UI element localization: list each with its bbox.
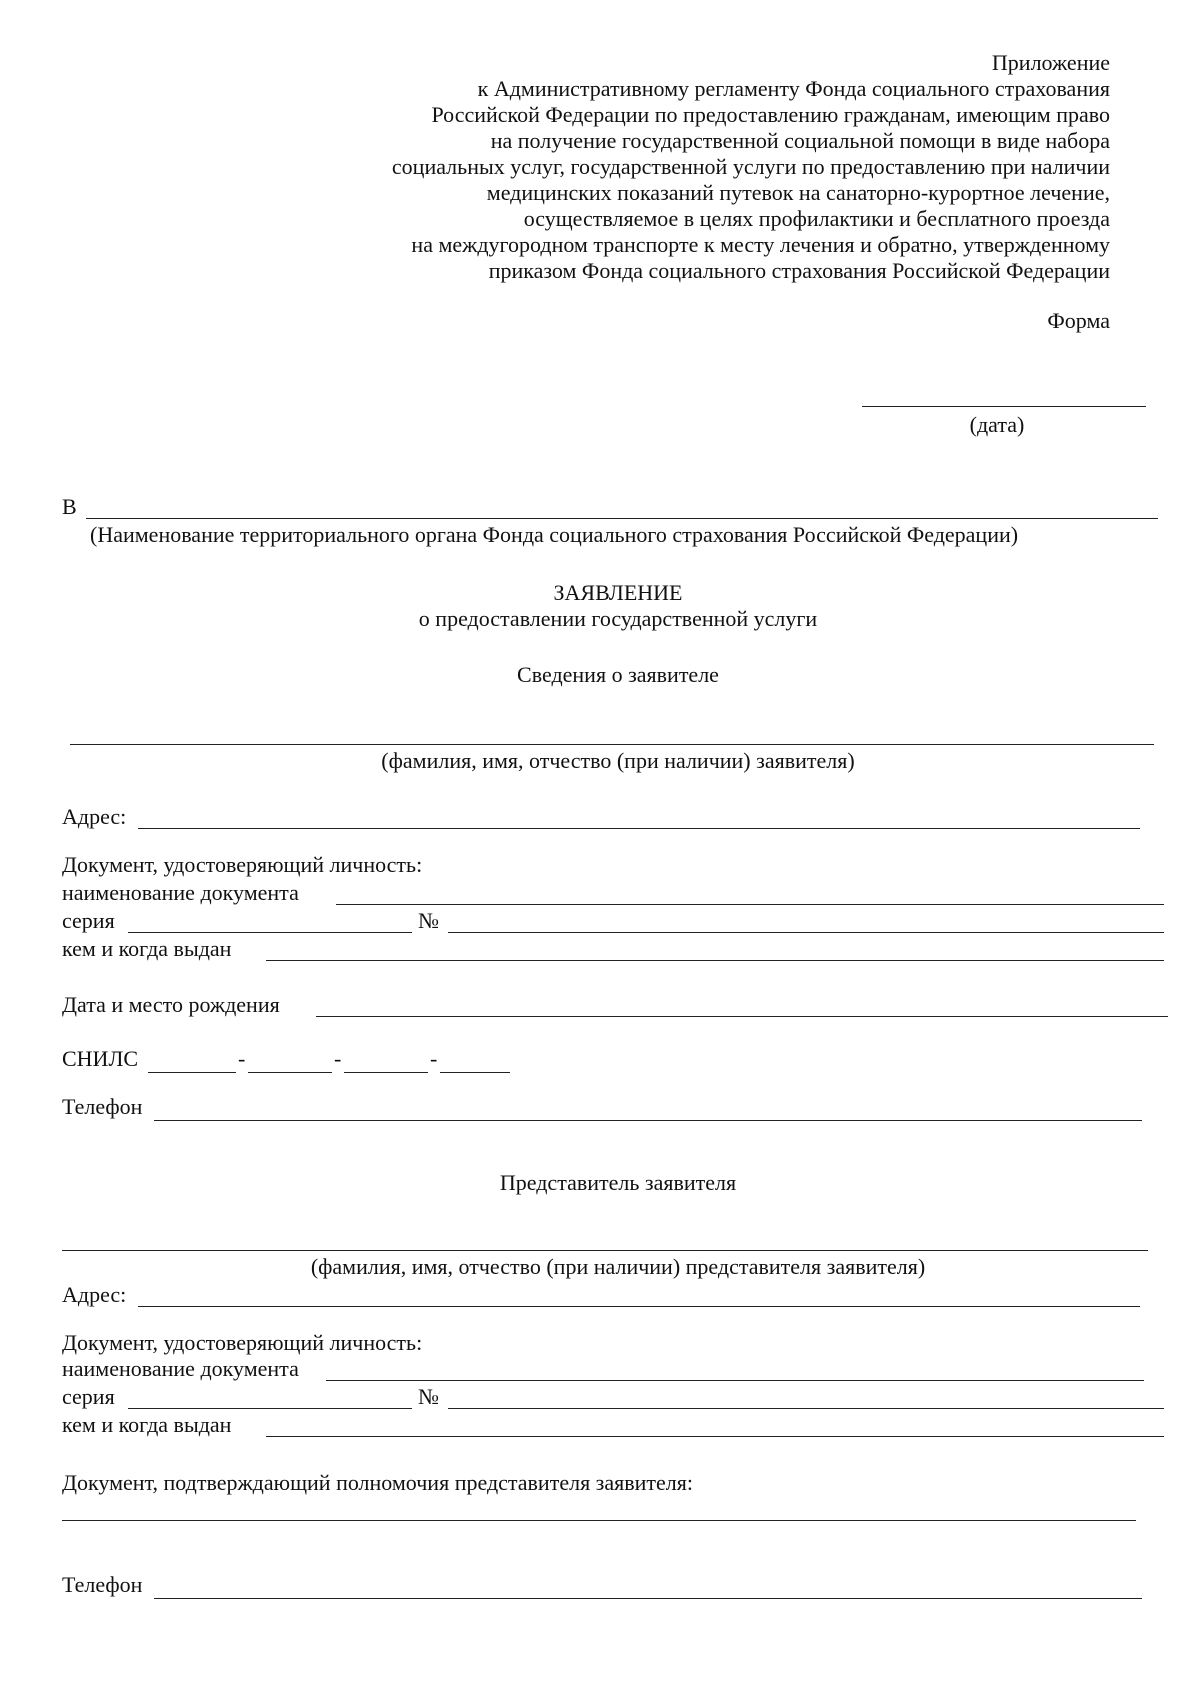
applicant-address-line[interactable] bbox=[138, 828, 1140, 829]
header-line-1: к Административному регламенту Фонда социального страхования bbox=[477, 76, 1110, 101]
applicant-id-doc-label: Документ, удостоверяющий личность: bbox=[62, 852, 423, 877]
header-line-4: социальных услуг, государственной услуги по предоставлению при наличии bbox=[391, 154, 1110, 179]
representative-series-line[interactable] bbox=[128, 1408, 412, 1409]
snils-part-3-line[interactable] bbox=[344, 1072, 428, 1073]
representative-fio-line[interactable] bbox=[62, 1250, 1148, 1251]
applicant-fio-line[interactable] bbox=[70, 744, 1154, 745]
header-line-3: на получение государственной социальной помощи в виде набора bbox=[490, 128, 1110, 153]
representative-section-title: Представитель заявителя bbox=[499, 1170, 737, 1195]
form-label: Форма bbox=[1047, 308, 1110, 333]
applicant-issued-label: кем и когда выдан bbox=[62, 936, 232, 961]
applicant-birth-line[interactable] bbox=[316, 1016, 1168, 1017]
representative-id-doc-label: Документ, удостоверяющий личность: bbox=[62, 1330, 423, 1355]
applicant-number-line[interactable] bbox=[448, 932, 1164, 933]
applicant-birth-label: Дата и место рождения bbox=[62, 992, 280, 1017]
representative-series-label: серия bbox=[62, 1384, 115, 1409]
representative-phone-line[interactable] bbox=[154, 1598, 1142, 1599]
representative-number-line[interactable] bbox=[448, 1408, 1164, 1409]
applicant-section-title: Сведения о заявителе bbox=[517, 662, 719, 687]
representative-fio-caption: (фамилия, имя, отчество (при наличии) представителя заявителя) bbox=[310, 1254, 926, 1279]
document-title: ЗАЯВЛЕНИЕ bbox=[553, 580, 683, 605]
representative-issued-line[interactable] bbox=[266, 1436, 1164, 1437]
applicant-doc-name-label: наименование документа bbox=[62, 880, 299, 905]
header-line-0: Приложение bbox=[991, 50, 1110, 75]
applicant-phone-line[interactable] bbox=[154, 1120, 1142, 1121]
representative-authority-label: Документ, подтверждающий полномочия представителя заявителя: bbox=[62, 1470, 694, 1495]
representative-doc-name-line[interactable] bbox=[326, 1380, 1144, 1381]
snils-part-4-line[interactable] bbox=[440, 1072, 510, 1073]
applicant-phone-label: Телефон bbox=[62, 1094, 143, 1119]
recipient-line[interactable] bbox=[86, 518, 1158, 519]
snils-separator-1: - bbox=[238, 1046, 246, 1071]
representative-doc-name-label: наименование документа bbox=[62, 1356, 299, 1381]
recipient-caption: (Наименование территориального органа Фонда социального страхования Российской Федерации) bbox=[90, 522, 1019, 547]
header-line-6: осуществляемое в целях профилактики и бесплатного проезда bbox=[523, 206, 1110, 231]
header-line-2: Российской Федерации по предоставлению гражданам, имеющим право bbox=[431, 102, 1110, 127]
date-line[interactable] bbox=[862, 406, 1146, 407]
applicant-issued-line[interactable] bbox=[266, 960, 1164, 961]
header-line-7: на междугородном транспорте к месту лечения и обратно, утвержденному bbox=[411, 232, 1110, 257]
recipient-prefix: В bbox=[62, 494, 77, 519]
header-line-5: медицинских показаний путевок на санаторно-курортное лечение, bbox=[486, 180, 1110, 205]
representative-address-label: Адрес: bbox=[62, 1282, 127, 1307]
applicant-doc-name-line[interactable] bbox=[336, 904, 1164, 905]
applicant-number-label: № bbox=[418, 908, 439, 933]
representative-phone-label: Телефон bbox=[62, 1572, 143, 1597]
snils-separator-2: - bbox=[334, 1046, 342, 1071]
applicant-address-label: Адрес: bbox=[62, 804, 127, 829]
document-subtitle: о предоставлении государственной услуги bbox=[418, 606, 818, 631]
applicant-series-line[interactable] bbox=[128, 932, 412, 933]
applicant-fio-caption: (фамилия, имя, отчество (при наличии) заявителя) bbox=[381, 748, 855, 773]
applicant-series-label: серия bbox=[62, 908, 115, 933]
snils-separator-3: - bbox=[430, 1046, 438, 1071]
representative-address-line[interactable] bbox=[138, 1306, 1140, 1307]
header-line-8: приказом Фонда социального страхования Российской Федерации bbox=[488, 258, 1110, 283]
snils-part-1-line[interactable] bbox=[148, 1072, 236, 1073]
date-caption: (дата) bbox=[969, 412, 1025, 437]
representative-authority-line[interactable] bbox=[62, 1520, 1136, 1521]
applicant-snils-label: СНИЛС bbox=[62, 1046, 139, 1071]
representative-number-label: № bbox=[418, 1384, 439, 1409]
representative-issued-label: кем и когда выдан bbox=[62, 1412, 232, 1437]
snils-part-2-line[interactable] bbox=[248, 1072, 332, 1073]
